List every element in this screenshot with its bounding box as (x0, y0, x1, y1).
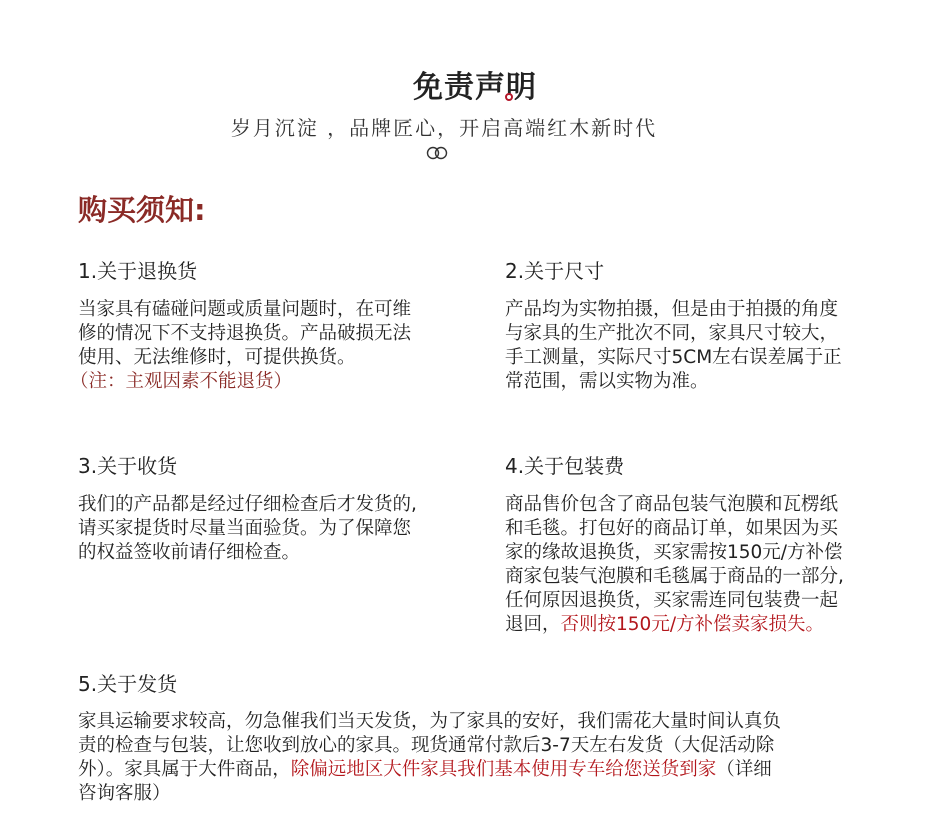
text-line: 使用、无法维修时，可提供换货。 (78, 347, 356, 368)
text-line: 家具运输要求较高，勿急催我们当天发货，为了家具的安好，我们需花大量时间认真负 (78, 711, 782, 732)
text-line: 手工测量，实际尺寸5CM左右误差属于正 (505, 347, 842, 368)
text-line: 和毛毯。打包好的商品订单，如果因为买 (505, 518, 839, 539)
text-line: 商家包装气泡膜和毛毯属于商品的一部分, (505, 566, 844, 587)
text-line: 家的缘故退换货，买家需按150元/方补偿 (505, 542, 843, 563)
text-line (78, 758, 908, 782)
section-returns-title: 1.关于退换货 (78, 259, 198, 283)
section-size-title: 2.关于尺寸 (505, 259, 605, 283)
text-line: 咨询客服） (78, 783, 171, 804)
section-receiving-body (78, 493, 488, 565)
text-highlight: 否则按150元/方补偿卖家损失。 (560, 614, 825, 635)
text-plain: 外）。家具属于大件商品， (78, 759, 291, 780)
section-shipping-title: 5.关于发货 (78, 672, 178, 696)
text-line: 的权益签收前请仔细检查。 (78, 542, 301, 563)
page-subtitle: 岁月沉淀 ，品牌匠心，开启高端红木新时代 (230, 116, 658, 140)
text-line: 我们的产品都是经过仔细检查后才发货的, (78, 494, 417, 515)
section-shipping-body (78, 710, 908, 806)
section-returns-body (70, 298, 478, 394)
text-line: 当家具有磕碰问题或质量问题时，在可维 (78, 299, 412, 320)
page-title: 免责声明 (413, 70, 537, 105)
section-size-body (505, 298, 925, 394)
text-line (505, 613, 925, 637)
text-highlight: 除偏远地区大件家具我们基本使用专车给您送货到家 (290, 759, 717, 780)
text-line: 产品均为实物拍摄，但是由于拍摄的角度 (505, 299, 839, 320)
section-packaging-body (505, 493, 925, 637)
text-plain: 退回， (505, 614, 561, 635)
title-dot-ornament (505, 93, 513, 101)
section-receiving-title: 3.关于收货 (78, 454, 178, 478)
returns-note: （注：主观因素不能退货） (70, 371, 293, 392)
text-line: 与家具的生产批次不同，家具尺寸较大， (505, 323, 839, 344)
text-plain: （详细 (716, 759, 772, 780)
section-packaging-title: 4.关于包装费 (505, 454, 625, 478)
text-line: 责的检查与包装，让您收到放心的家具。现货通常付款后3-7天左右发货（大促活动除 (78, 735, 775, 756)
rings-icon (426, 146, 448, 160)
text-line: 请买家提货时尽量当面验货。为了保障您 (78, 518, 412, 539)
text-line: 常范围，需以实物为准。 (505, 371, 709, 392)
purchase-notice-heading: 购买须知: (78, 193, 206, 227)
text-line: 商品售价包含了商品包装气泡膜和瓦楞纸 (505, 494, 839, 515)
text-line: 任何原因退换货，买家需连同包装费一起 (505, 590, 839, 611)
text-line: 修的情况下不支持退换货。产品破损无法 (78, 323, 412, 344)
